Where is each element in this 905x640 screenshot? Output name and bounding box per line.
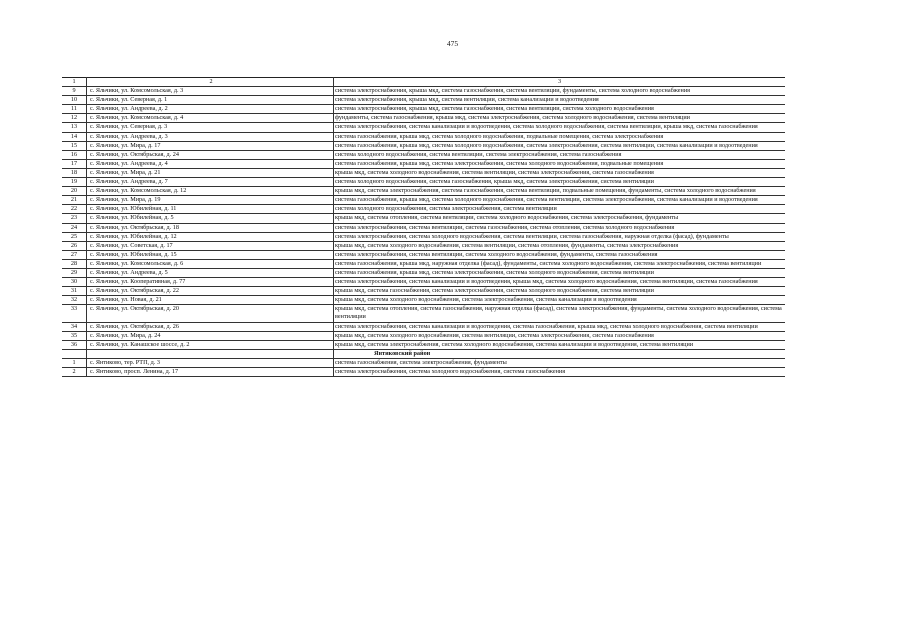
- table-row: [62, 96, 785, 105]
- table-row: [62, 241, 785, 250]
- row-number: 9: [62, 87, 87, 96]
- address-cell: с. Яльчики, ул. Юбилейная, д. 12: [87, 232, 334, 241]
- systems-cell: крыша мкд, система отопления, система газоснабжения, наружная отделка (фасад), система электроснабжения, фундаменты, система холодного водоснабжения, система вентиляции: [334, 305, 786, 322]
- table-row: [62, 322, 785, 331]
- row-number: 11: [62, 105, 87, 114]
- address-cell: с. Яльчики, ул. Комсомольская, д. 6: [87, 259, 334, 268]
- column-header-3: 3: [334, 78, 786, 87]
- systems-cell: крыша мкд, система электроснабжения, система газоснабжения, система вентиляции, подвальные помещения, фундаменты, система холодного водоснабжения: [334, 187, 786, 196]
- table-row: [62, 223, 785, 232]
- systems-cell: система газоснабжения, крыша мкд, система холодного водоснабжения, подвальные помещения, система электроснабжения: [334, 132, 786, 141]
- systems-cell: система электроснабжения, система холодного водоснабжения, система газоснабжения: [334, 368, 786, 377]
- table-row: [62, 132, 785, 141]
- table-row: [62, 178, 785, 187]
- row-number: 32: [62, 296, 87, 305]
- systems-cell: система газоснабжения, система электроснабжения, фундаменты: [334, 358, 786, 367]
- systems-cell: система газоснабжения, крыша мкд, система электроснабжения, система холодного водоснабжения, подвальные помещения: [334, 159, 786, 168]
- column-header-1: 1: [62, 78, 87, 87]
- row-number: 35: [62, 331, 87, 340]
- address-cell: с. Яльчики, ул. Мира, д. 24: [87, 331, 334, 340]
- address-cell: с. Яльчики, ул. Мира, д. 17: [87, 141, 334, 150]
- address-cell: с. Яльчики, ул. Октябрьская, д. 22: [87, 287, 334, 296]
- address-cell: с. Яльчики, ул. Комсомольская, д. 4: [87, 114, 334, 123]
- table-row: [62, 232, 785, 241]
- systems-cell: система электроснабжения, крыша мкд, система газоснабжения, система вентиляции, фундаменты, система холодного водоснабжения: [334, 87, 786, 96]
- address-cell: с. Яльчики, ул. Северная, д. 3: [87, 123, 334, 132]
- systems-cell: система газоснабжения, крыша мкд, система холодного водоснабжения, система электроснабжения, система вентиляции, система канализации и водоотведения: [334, 141, 786, 150]
- address-cell: с. Яльчики, ул. Мира, д. 21: [87, 168, 334, 177]
- systems-cell: крыша мкд, система газоснабжения, система электроснабжения, система холодного водоснабжения, система вентиляции: [334, 287, 786, 296]
- systems-cell: крыша мкд, система холодного водоснабжения, система электроснабжения, система канализации и водоотведения: [334, 296, 786, 305]
- address-cell: с. Янтиково, просп. Ленина, д. 17: [87, 368, 334, 377]
- table-row: [62, 296, 785, 305]
- systems-cell: система газоснабжения, крыша мкд, система холодного водоснабжения, система вентиляции, система электроснабжения, система канализации и водоотведения: [334, 196, 786, 205]
- table-row: [62, 141, 785, 150]
- page-number: 475: [446, 39, 459, 48]
- address-cell: с. Яльчики, ул. Комсомольская, д. 12: [87, 187, 334, 196]
- row-number: 18: [62, 168, 87, 177]
- row-number: 17: [62, 159, 87, 168]
- table-row: [62, 105, 785, 114]
- table-row: [62, 250, 785, 259]
- systems-cell: фундаменты, система газоснабжения, крыша мкд, система электроснабжения, система холодного водоснабжения, система вентиляции: [334, 114, 786, 123]
- row-number: 13: [62, 123, 87, 132]
- address-cell: с. Яльчики, ул. Андреева, д. 4: [87, 159, 334, 168]
- systems-cell: система электроснабжения, система канализации и водоотведения, система холодного водоснабжения, система вентиляции, крыша мкд, система газоснабжения: [334, 123, 786, 132]
- row-number: 21: [62, 196, 87, 205]
- row-number: 34: [62, 322, 87, 331]
- systems-cell: система холодного водоснабжения, система вентиляции, система электроснабжения, система газоснабжения: [334, 150, 786, 159]
- row-number: 28: [62, 259, 87, 268]
- address-cell: с. Яльчики, ул. Октябрьская, д. 20: [87, 305, 334, 322]
- address-cell: с. Яльчики, ул. Октябрьская, д. 26: [87, 322, 334, 331]
- row-number: 2: [62, 368, 87, 377]
- table-row: [62, 205, 785, 214]
- table-row: [62, 331, 785, 340]
- row-number: 33: [62, 305, 87, 322]
- address-cell: с. Яльчики, ул. Андреева, д. 5: [87, 268, 334, 277]
- row-number: 20: [62, 187, 87, 196]
- systems-cell: система холодного водоснабжения, система электроснабжения, система вентиляции: [334, 205, 786, 214]
- table-row: [62, 259, 785, 268]
- row-number: 26: [62, 241, 87, 250]
- row-number: 30: [62, 278, 87, 287]
- systems-cell: система газоснабжения, крыша мкд, система электроснабжения, система холодного водоснабжения, система вентиляции: [334, 268, 786, 277]
- systems-cell: крыша мкд, система отопления, система вентиляции, система холодного водоснабжения, система электроснабжения, фундаменты: [334, 214, 786, 223]
- row-number: 12: [62, 114, 87, 123]
- row-number: 15: [62, 141, 87, 150]
- row-number: 14: [62, 132, 87, 141]
- address-cell: с. Яльчики, ул. Юбилейная, д. 15: [87, 250, 334, 259]
- systems-cell: система электроснабжения, крыша мкд, система вентиляции, система канализации и водоотведения: [334, 96, 786, 105]
- table-row: [62, 150, 785, 159]
- address-cell: с. Яльчики, ул. Октябрьская, д. 24: [87, 150, 334, 159]
- housing-register-table: [62, 77, 785, 377]
- systems-cell: крыша мкд, система холодного водоснабжения, система вентиляции, система отопления, фундаменты, система электроснабжения: [334, 241, 786, 250]
- systems-cell: крыша мкд, система электроснабжения, система холодного водоснабжения, система канализации и водоотведения, система вентиляции: [334, 340, 786, 349]
- table-row: [62, 114, 785, 123]
- address-cell: с. Яльчики, ул. Андреева, д. 3: [87, 132, 334, 141]
- row-number: 1: [62, 358, 87, 367]
- address-cell: с. Яльчики, ул. Андреева, д. 7: [87, 178, 334, 187]
- table-row: [62, 159, 785, 168]
- address-cell: с. Яльчики, ул. Новая, д. 21: [87, 296, 334, 305]
- systems-cell: система электроснабжения, система вентиляции, система газоснабжения, система отопления, система холодного водоснабжения: [334, 223, 786, 232]
- table-row: [62, 87, 785, 96]
- address-cell: с. Янтиково, тер. РТП, д. 3: [87, 358, 334, 367]
- systems-cell: система электроснабжения, система канализации и водоотведения, крыша мкд, система холодного водоснабжения, система вентиляции, система газоснабжения: [334, 278, 786, 287]
- table-row: [62, 278, 785, 287]
- address-cell: с. Яльчики, ул. Советская, д. 17: [87, 241, 334, 250]
- systems-cell: система электроснабжения, система холодного водоснабжения, система вентиляции, система газоснабжения, наружная отделка (фасад), фундаменты: [334, 232, 786, 241]
- table-row: [62, 187, 785, 196]
- region-heading-row: [62, 349, 785, 358]
- row-number: 16: [62, 150, 87, 159]
- region-title: Янтиковский район: [334, 349, 786, 358]
- row-number: 24: [62, 223, 87, 232]
- address-cell: с. Яльчики, ул. Северная, д. 1: [87, 96, 334, 105]
- region-table-row: [62, 368, 785, 377]
- address-cell: с. Яльчики, ул. Юбилейная, д. 11: [87, 205, 334, 214]
- row-number: 27: [62, 250, 87, 259]
- column-header-2: 2: [87, 78, 334, 87]
- address-cell: с. Яльчики, ул. Мира, д. 19: [87, 196, 334, 205]
- address-cell: с. Яльчики, ул. Октябрьская, д. 18: [87, 223, 334, 232]
- table-row: [62, 287, 785, 296]
- table-row: [62, 340, 785, 349]
- systems-cell: крыша мкд, система холодного водоснабжения, система вентиляции, система электроснабжения, система газоснабжения: [334, 331, 786, 340]
- table-row: [62, 123, 785, 132]
- systems-cell: система газоснабжения, крыша мкд, наружная отделка (фасад), фундаменты, система холодного водоснабжения, система электроснабжения, система вентиляции: [334, 259, 786, 268]
- region-table-row: [62, 358, 785, 367]
- row-number: 19: [62, 178, 87, 187]
- address-cell: с. Яльчики, ул. Юбилейная, д. 5: [87, 214, 334, 223]
- region-heading-spacer: [62, 349, 87, 358]
- table-header-row: [62, 78, 785, 87]
- table-row: [62, 168, 785, 177]
- systems-cell: крыша мкд, система холодного водоснабжения, система вентиляции, система электроснабжения, система газоснабжения: [334, 168, 786, 177]
- row-number: 10: [62, 96, 87, 105]
- row-number: 23: [62, 214, 87, 223]
- address-cell: с. Яльчики, ул. Кооперативная, д. 77: [87, 278, 334, 287]
- row-number: 36: [62, 340, 87, 349]
- address-cell: с. Яльчики, ул. Комсомольская, д. 3: [87, 87, 334, 96]
- address-cell: с. Яльчики, ул. Андреева, д. 2: [87, 105, 334, 114]
- row-number: 22: [62, 205, 87, 214]
- systems-cell: система холодного водоснабжения, система газоснабжения, крыша мкд, система электроснабжения, система вентиляции: [334, 178, 786, 187]
- table-row: [62, 214, 785, 223]
- region-heading-spacer: [87, 349, 334, 358]
- table-row: [62, 305, 785, 322]
- row-number: 25: [62, 232, 87, 241]
- systems-cell: система электроснабжения, система канализации и водоотведения, система газоснабжения, крыша мкд, система холодного водоснабжения, система вентиляции: [334, 322, 786, 331]
- table-row: [62, 268, 785, 277]
- systems-cell: система электроснабжения, система вентиляции, система холодного водоснабжения, фундаменты, система газоснабжения: [334, 250, 786, 259]
- row-number: 31: [62, 287, 87, 296]
- row-number: 29: [62, 268, 87, 277]
- address-cell: с. Яльчики, ул. Канашское шоссе, д. 2: [87, 340, 334, 349]
- systems-cell: система электроснабжения, крыша мкд, система газоснабжения, система вентиляции, система холодного водоснабжения: [334, 105, 786, 114]
- table-row: [62, 196, 785, 205]
- table-body: [62, 78, 785, 377]
